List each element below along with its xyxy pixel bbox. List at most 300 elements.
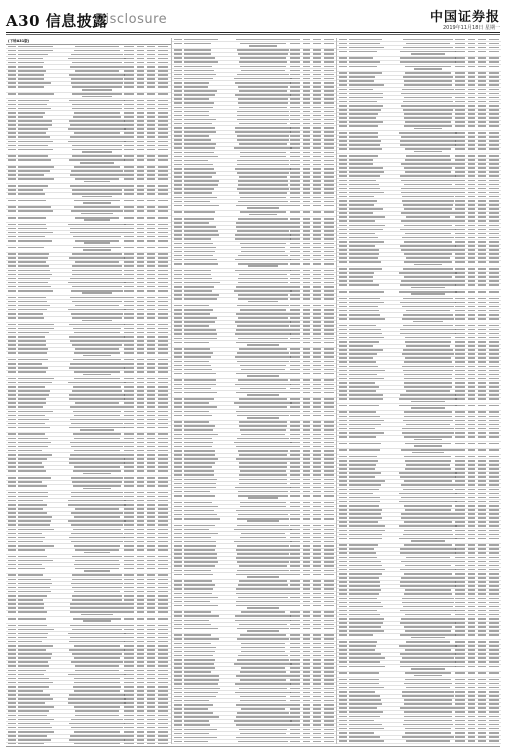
table-cell-text: [339, 171, 347, 173]
table-cell-text: [478, 76, 486, 78]
table-cell-text: [349, 144, 380, 146]
table-cell-text: [147, 344, 155, 346]
table-cell-text: [137, 496, 144, 498]
table-cell-text: [8, 427, 16, 429]
table-cell-text: [290, 683, 300, 685]
table-cell-text: [404, 184, 451, 186]
table-cell-text: [70, 603, 124, 605]
table-cell-text: [399, 272, 456, 274]
table-cell-text: [290, 294, 300, 296]
table-cell-text: [349, 557, 377, 559]
table-cell-text: [74, 731, 119, 733]
table-cell-text: [411, 540, 445, 542]
table-cell-text: [339, 345, 347, 347]
table-cell-text: [184, 466, 212, 468]
table-cell-text: [290, 651, 300, 653]
table-cell-text: [240, 57, 287, 59]
table-cell-text: [174, 278, 182, 280]
table-cell-text: [8, 344, 16, 346]
table-cell-text: [147, 278, 155, 280]
table-cell-text: [290, 450, 300, 452]
table-cell-text: [290, 525, 300, 527]
table-cell-text: [313, 234, 321, 236]
table-cell-text: [158, 282, 168, 284]
table-cell-text: [339, 140, 347, 142]
table-cell-text: [489, 443, 499, 445]
table-cell-text: [478, 155, 486, 157]
table-cell-text: [82, 151, 112, 153]
table-cell-text: [402, 306, 455, 308]
table-cell-text: [8, 136, 16, 138]
table-cell-text: [478, 268, 486, 270]
table-cell-text: [8, 189, 16, 191]
table-cell-text: [174, 156, 182, 158]
table-cell-text: [75, 46, 120, 48]
table-row: [172, 298, 337, 305]
table-cell-text: [137, 520, 144, 522]
table-cell-text: [324, 474, 334, 476]
table-cell-text: [489, 144, 499, 146]
table-cell-text: [313, 365, 321, 367]
table-cell-text: [8, 477, 16, 479]
table-cell-text: [349, 394, 383, 396]
page-number: A30: [6, 12, 41, 30]
table-row: [337, 284, 501, 291]
table-cell-text: [147, 206, 155, 208]
table-cell-text: [124, 710, 134, 712]
table-cell-text: [147, 508, 155, 510]
table-cell-text: [137, 670, 144, 672]
table-cell-text: [8, 512, 16, 514]
table-cell-text: [313, 537, 321, 539]
table-cell-text: [174, 226, 182, 228]
table-cell-text: [324, 737, 334, 739]
table-cell-text: [290, 574, 300, 576]
table-cell-text: [468, 155, 475, 157]
table-cell-text: [18, 607, 44, 609]
table-cell-text: [303, 119, 310, 121]
table-cell-text: [489, 416, 499, 418]
table-cell-text: [184, 180, 219, 182]
table-cell-text: [73, 116, 120, 118]
table-cell-text: [124, 297, 134, 299]
table-cell-text: [468, 626, 475, 628]
table-cell-text: [124, 433, 134, 435]
table-cell-text: [303, 392, 310, 394]
table-cell-text: [174, 197, 182, 199]
table-cell-text: [184, 309, 213, 311]
table-cell-text: [147, 301, 155, 303]
table-cell-text: [158, 715, 168, 717]
table-cell-text: [184, 57, 215, 59]
table-cell-text: [349, 736, 380, 738]
table-cell-text: [455, 298, 465, 300]
table-cell-text: [455, 192, 465, 194]
table-cell-text: [174, 90, 182, 92]
table-cell-text: [303, 57, 310, 59]
table-cell-text: [8, 93, 16, 95]
table-cell-text: [303, 127, 310, 129]
table-cell-text: [339, 121, 347, 123]
table-cell-text: [290, 388, 300, 390]
table-cell-text: [147, 427, 155, 429]
table-cell-text: [303, 188, 310, 190]
table-cell-text: [400, 622, 457, 624]
table-cell-text: [158, 698, 168, 700]
table-cell-text: [489, 577, 499, 579]
table-cell-text: [290, 164, 300, 166]
table-cell-text: [404, 84, 451, 86]
table-cell-text: [8, 232, 16, 234]
table-cell-text: [339, 672, 347, 674]
table-cell-text: [349, 610, 377, 612]
table-cell-text: [349, 245, 375, 247]
table-cell-text: [303, 712, 310, 714]
table-cell-text: [489, 109, 499, 111]
table-cell-text: [339, 666, 347, 668]
table-cell-text: [303, 429, 310, 431]
table-cell-text: [468, 66, 475, 68]
table-cell-text: [489, 310, 499, 312]
table-cell-text: [303, 388, 310, 390]
table-cell-text: [478, 43, 486, 45]
table-cell-text: [455, 117, 465, 119]
table-cell-text: [489, 353, 499, 355]
table-cell-text: [158, 324, 168, 326]
table-cell-text: [184, 624, 211, 626]
table-cell-text: [72, 104, 122, 106]
table-cell-text: [324, 234, 334, 236]
table-cell-text: [8, 386, 16, 388]
table-cell-text: [184, 70, 214, 72]
table-cell-text: [478, 557, 486, 559]
table-cell-text: [303, 411, 310, 413]
table-cell-text: [137, 438, 144, 440]
table-cell-text: [234, 402, 291, 404]
table-cell-text: [455, 581, 465, 583]
table-cell-text: [313, 402, 321, 404]
table-cell-text: [455, 405, 465, 407]
table-cell-text: [489, 573, 499, 575]
table-cell-text: [18, 645, 53, 647]
table-cell-text: [313, 274, 321, 276]
table-row: [337, 436, 501, 443]
table-cell-text: [124, 359, 134, 361]
table-cell-text: [349, 740, 384, 742]
table-cell-text: [349, 626, 381, 628]
table-row: [337, 50, 501, 57]
table-cell-text: [184, 458, 218, 460]
table-cell-text: [313, 86, 321, 88]
table-cell-text: [478, 679, 486, 681]
table-cell-text: [174, 238, 182, 240]
table-cell-text: [478, 602, 486, 604]
table-cell-text: [184, 201, 210, 203]
table-cell-text: [290, 479, 300, 481]
table-cell-text: [124, 340, 134, 342]
table-cell-text: [71, 524, 122, 526]
table-cell-text: [184, 352, 213, 354]
table-cell-text: [158, 112, 168, 114]
table-cell-text: [403, 724, 452, 726]
table-cell-text: [290, 379, 300, 381]
table-cell-text: [184, 479, 217, 481]
table-cell-text: [158, 336, 168, 338]
table-cell-text: [158, 224, 168, 226]
table-cell-text: [137, 82, 144, 84]
table-cell-text: [75, 348, 119, 350]
table-cell-text: [8, 382, 16, 384]
table-cell-text: [72, 579, 122, 581]
table-cell-text: [137, 402, 144, 404]
table-cell-text: [174, 692, 182, 694]
table-cell-text: [489, 569, 499, 571]
table-cell-text: [324, 218, 334, 220]
table-cell-text: [174, 553, 182, 555]
table-cell-text: [124, 141, 134, 143]
table-cell-text: [489, 261, 499, 263]
table-cell-text: [8, 727, 16, 729]
table-cell-text: [349, 66, 377, 68]
table-cell-text: [349, 370, 385, 372]
table-cell-text: [174, 259, 182, 261]
table-cell-text: [158, 359, 168, 361]
table-cell-text: [124, 145, 134, 147]
table-cell-text: [478, 318, 486, 320]
table-cell-text: [137, 348, 144, 350]
table-cell-text: [147, 108, 155, 110]
table-cell-text: [400, 610, 456, 612]
table-cell-text: [324, 663, 334, 665]
table-cell-text: [174, 438, 182, 440]
table-cell-text: [324, 365, 334, 367]
table-cell-text: [158, 516, 168, 518]
table-cell-text: [184, 274, 211, 276]
table-cell-text: [478, 306, 486, 308]
table-cell-text: [18, 504, 47, 506]
table-cell-text: [184, 421, 209, 423]
table-cell-text: [324, 317, 334, 319]
table-cell-text: [313, 123, 321, 125]
table-cell-text: [468, 740, 475, 742]
table-cell-text: [174, 107, 182, 109]
table-cell-text: [455, 306, 465, 308]
table-cell-text: [313, 201, 321, 203]
table-cell-text: [137, 533, 144, 535]
table-cell-text: [290, 274, 300, 276]
table-cell-text: [290, 584, 300, 586]
table-cell-text: [8, 124, 16, 126]
table-cell-text: [124, 74, 134, 76]
table-cell-text: [303, 352, 310, 354]
table-cell-text: [184, 737, 217, 739]
table-cell-text: [455, 666, 465, 668]
table-cell-text: [236, 392, 291, 394]
table-cell-text: [137, 46, 144, 48]
table-cell-text: [8, 108, 16, 110]
table-cell-text: [137, 715, 144, 717]
table-cell-text: [18, 694, 50, 696]
table-cell-text: [18, 411, 53, 413]
table-cell-text: [18, 611, 47, 613]
table-cell-text: [478, 175, 486, 177]
table-cell-text: [455, 679, 465, 681]
table-cell-text: [147, 62, 155, 64]
table-cell-text: [349, 200, 377, 202]
table-cell-text: [489, 93, 499, 95]
table-cell-text: [478, 144, 486, 146]
table-cell-text: [18, 46, 53, 48]
table-cell-text: [455, 61, 465, 63]
table-cell-text: [401, 180, 456, 182]
table-cell-text: [403, 39, 453, 41]
table-cell-text: [238, 514, 288, 516]
table-cell-text: [324, 152, 334, 154]
table-cell-text: [236, 39, 290, 41]
table-cell-text: [349, 585, 380, 587]
table-cell-text: [83, 202, 111, 204]
table-cell-text: [147, 261, 155, 263]
table-cell-text: [324, 549, 334, 551]
table-cell-text: [147, 46, 155, 48]
table-cell-text: [468, 505, 475, 507]
table-cell-text: [8, 367, 16, 369]
table-cell-text: [404, 720, 451, 722]
table-cell-text: [124, 50, 134, 52]
table-cell-text: [455, 672, 465, 674]
table-cell-text: [303, 361, 310, 363]
table-cell-text: [349, 472, 381, 474]
table-cell-text: [455, 493, 465, 495]
table-cell-text: [339, 109, 347, 111]
table-cell-text: [478, 699, 486, 701]
table-cell-text: [290, 667, 300, 669]
table-cell-text: [158, 739, 168, 741]
table-cell-text: [124, 159, 134, 161]
table-cell-text: [324, 601, 334, 603]
table-cell-text: [174, 688, 182, 690]
table-cell-text: [158, 189, 168, 191]
table-cell-text: [324, 197, 334, 199]
table-cell-text: [137, 423, 144, 425]
table-cell-text: [349, 565, 382, 567]
table-cell-text: [349, 691, 375, 693]
table-cell-text: [8, 529, 16, 531]
table-cell-text: [339, 175, 347, 177]
table-cell-text: [455, 325, 465, 327]
table-cell-text: [8, 670, 16, 672]
table-cell-text: [8, 665, 16, 667]
table-cell-text: [73, 618, 120, 620]
table-cell-text: [239, 688, 287, 690]
table-cell-text: [324, 342, 334, 344]
table-cell-text: [158, 504, 168, 506]
table-cell-text: [468, 233, 475, 235]
table-cell-text: [339, 318, 347, 320]
table-cell-text: [237, 712, 289, 714]
table-cell-text: [339, 649, 347, 651]
table-cell-text: [313, 143, 321, 145]
table-cell-text: [403, 109, 454, 111]
table-cell-text: [303, 495, 310, 497]
table-cell-text: [236, 588, 291, 590]
table-cell-text: [478, 159, 486, 161]
table-cell-text: [455, 530, 465, 532]
table-cell-text: [174, 211, 182, 213]
table-cell-text: [158, 564, 168, 566]
table-cell-text: [303, 74, 310, 76]
table-cell-text: [18, 120, 52, 122]
table-cell-text: [489, 268, 499, 270]
table-cell-text: [339, 180, 347, 182]
table-cell-text: [8, 200, 16, 202]
table-cell-text: [147, 50, 155, 52]
table-cell-text: [241, 251, 286, 253]
table-cell-text: [349, 345, 373, 347]
table-cell-text: [468, 432, 475, 434]
table-cell-text: [137, 702, 144, 704]
table-cell-text: [478, 237, 486, 239]
table-cell-text: [489, 716, 499, 718]
table-cell-text: [303, 491, 310, 493]
table-cell-text: [349, 569, 385, 571]
table-cell-text: [84, 552, 110, 554]
table-cell-text: [468, 329, 475, 331]
table-cell-text: [489, 333, 499, 335]
table-cell-text: [237, 230, 288, 232]
table-cell-text: [174, 230, 182, 232]
table-cell-text: [240, 388, 285, 390]
table-cell-text: [349, 480, 385, 482]
table-cell-text: [236, 313, 289, 315]
table-cell-text: [238, 491, 288, 493]
table-cell-text: [74, 657, 120, 659]
table-cell-text: [303, 102, 310, 104]
table-cell-text: [74, 564, 119, 566]
table-cell-text: [75, 665, 120, 667]
table-cell-text: [324, 479, 334, 481]
table-cell-text: [290, 86, 300, 88]
table-cell-text: [158, 159, 168, 161]
table-cell-text: [18, 217, 46, 219]
table-cell-text: [303, 406, 310, 408]
table-cell-text: [8, 723, 16, 725]
table-cell-text: [8, 533, 16, 535]
table-row: [6, 239, 171, 246]
table-cell-text: [8, 715, 16, 717]
table-cell-text: [468, 398, 475, 400]
table-cell-text: [303, 502, 310, 504]
table-cell-text: [147, 240, 155, 242]
table-cell-text: [8, 481, 16, 483]
table-cell-text: [184, 230, 218, 232]
table-cell-text: [174, 675, 182, 677]
table-cell-text: [405, 565, 451, 567]
table-cell-text: [324, 545, 334, 547]
table-cell-text: [313, 434, 321, 436]
table-cell-text: [184, 218, 214, 220]
table-cell-text: [339, 610, 347, 612]
table-cell-text: [455, 180, 465, 182]
table-cell-text: [406, 345, 450, 347]
table-cell-text: [400, 144, 455, 146]
table-cell-text: [174, 127, 182, 129]
table-cell-text: [489, 370, 499, 372]
table-cell-text: [158, 587, 168, 589]
table-cell-text: [290, 222, 300, 224]
table-cell-text: [313, 230, 321, 232]
table-cell-text: [137, 450, 144, 452]
